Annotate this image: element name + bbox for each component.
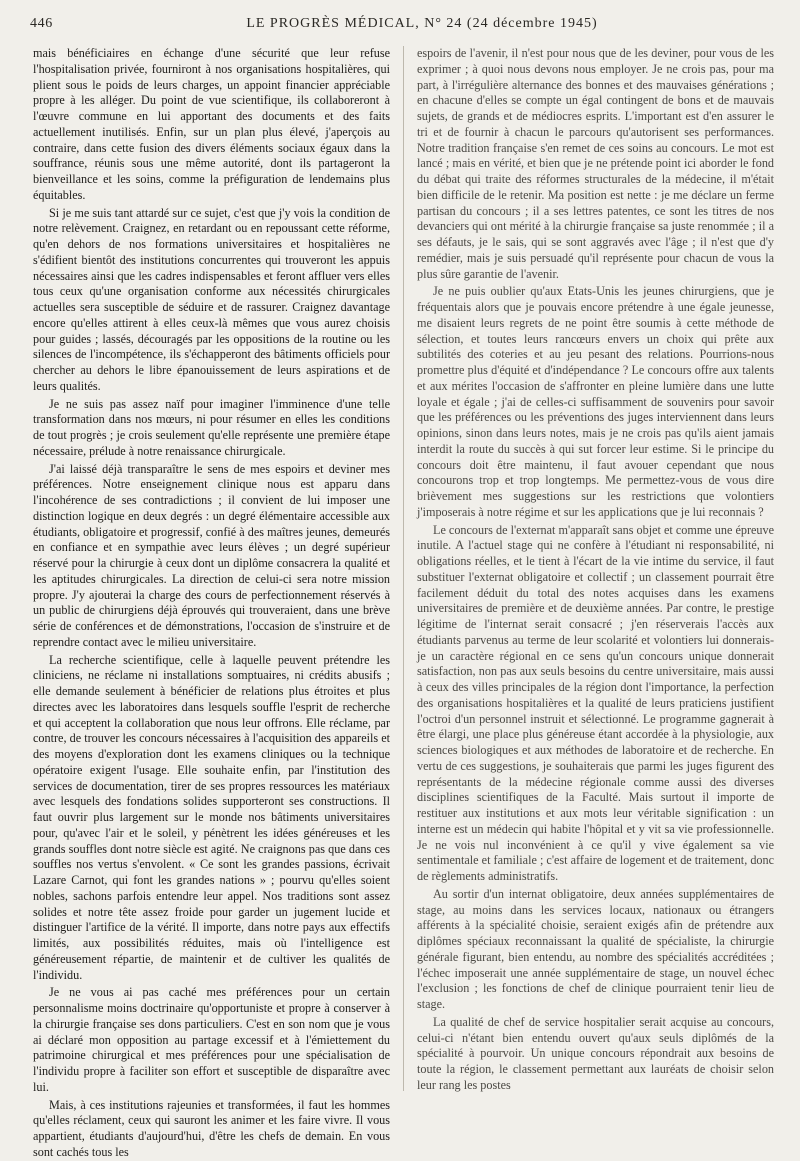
paragraph: Si je me suis tant attardé sur ce sujet, c'est que j'y vois la condition de notre relèvement. Craignez, en retardant ou en repoussant cette réforme, qu'en dehors de nos formations universitaires et hospitalières ne s'édifient bientôt des institutions concurrentes qui trouveront les appuis nécessaires ainsi que les cadres indispensables et feront affluer vers elles tous ceux qu'une organisation conforme aux nécessités chirurgicales actuelles sera susceptible de séduire et de rassurer. Craignez davantage encore qu'elles attirent à elles ceux-là mêmes que vous aurez choisis pour guides ; lassés, découragés par les oppositions de la routine ou les silences de l'incompétence, ils s'échapperont des bâtiments officiels pour chercher au dehors le libre épanouissement de leurs aspirations et de leurs qualités. bbox=[33, 205, 391, 393]
paragraph: Le concours de l'externat m'apparaît sans objet et comme une épreuve inutile. A l'actuel stage qui ne confère à l'étudiant ni responsabilité, ni obligations réelles, et le tient à l'écart de la vie intime du service, il faut substituer l'externat obligatoire et collectif ; un classement pourrait être facilement déduit du total des notes acquises dans les examens universitaires de première et de deuxième années. Par contre, le prestige légitime de l'internat serait consacré ; j'en réserverais l'accès aux étudiants parvenus au terme de leur scolarité et volontiers lui donnerais-je un caractère régional en ce sens qu'un concours unique donnerait satisfaction, non pas aux seuls besoins du centre universitaire, mais aussi à ceux des villes principales de la région dont l'importance, la perfection des organisations hospitalières et la qualité de leurs praticiens justifient l'octroi d'un personnel instruit et sélectionné. Le programme gagnerait à être élargi, une place plus généreuse étant accordée à la physiologie, aux sciences biologiques et aux méthodes de laboratoire et de recherche. En vertu de ces suggestions, je souhaiterais que parmi les juges figurent des représentants de la médecine régionale comme aussi des diverses disciplines scientifiques de la Faculté. Mais surtout il importe de restituer aux institutions et aux mots leur véritable signification : un interne est un médecin qui habite l'hôpital et y vit sa vie professionnelle. Je ne vois nul inconvénient à ce qu'il y vive également sa vie sentimentale et familiale ; c'est affaire de logement et de traitement, donc de règlements administratifs. bbox=[417, 522, 775, 883]
paragraph: La qualité de chef de service hospitalier serait acquise au concours, celui-ci n'étant bien entendu ouvert qu'aux seuls diplômés de la spécialité à pourvoir. Un unique concours répondrait aux besoins de toute la région, le classement permettant aux lauréats de choisir selon leur rang les postes bbox=[417, 1014, 775, 1092]
paragraph: espoirs de l'avenir, il n'est pour nous que de les deviner, pour vous de les exprimer ; à quoi nous devons nous employer. Je ne crois pas, pour ma part, à l'irrégulière alternance des bonnes et des mauvaises générations ; en chacune d'elles se compte un égal contingent de bons et de mauvais sujets, de grands et de médiocres esprits. L'important est d'en assurer le tri et de fournir à chacun le parcours qu'autorisent ses performances. Notre tradition française s'en remet de ces soins au concours. Le mot est lancé ; mais en vérité, et bien que je ne prétende point ici aborder le fond du débat qui traite des réformes structurales de la médecine, il m'était bien difficile de le retenir. Ma position est nette : je me déclare un ferme partisan du concours ; il a ses lettres patentes, ce sont les titres de nos devanciers qui ont mérité à la chirurgie française sa juste renommée ; il a ses défauts, je le sais, qui se sont aggravés avec l'âge ; il n'est que d'y remédier, mais je suis persuadé qu'il représente pour chacun de vous la plus sûre garantie de l'avenir. bbox=[417, 46, 775, 281]
paragraph: Au sortir d'un internat obligatoire, deux années supplémentaires de stage, au moins dans les services locaux, nationaux ou étrangers afférents à la spécialité choisie, seraient exigés afin de prétendre aux diplômes spéciaux reconnaissant la qualité de spécialiste, la chirurgie générale figurant, bien entendu, au nombre des spécialités accréditées ; l'échec imposerait une année supplémentaire de stage, un nouvel échec l'exclusion ; les fonctions de chef de clinique pourraient tenir lieu de stage. bbox=[417, 886, 775, 1011]
paragraph: mais bénéficiaires en échange d'une sécurité que leur refuse l'hospitalisation privée, fourniront à nos organisations hospitalières, qui plient sous le poids de leurs charges, un appoint financier appréciable propre à les alléger. Du point de vue scientifique, ils collaboreront à l'œuvre commune en lui apportant des documents et des faits actuellement inutilisés. Enfin, sur un plan plus élevé, j'aperçois au contraire, dans cette fusion des divers éléments sociaux égaux dans la souffrance, réunis sous une même autorité, dont ils partageront la bienveillance et les soins, comme la préfiguration de lendemains plus équitables. bbox=[33, 46, 391, 202]
paragraph: J'ai laissé déjà transparaître le sens de mes espoirs et deviner mes préférences. Notre enseignement clinique nous est apparu dans l'incohérence de ses contradictions ; il convient de lui imposer une distinction logique en deux degrés : un degré élémentaire accessible aux étudiants, obligatoire et progressif, confié à des maîtres jeunes, demeurés en confiance et en sympathie avec leurs élèves ; un degré supérieur réservé pour la chirurgie à ceux dont un diplôme consacrera la qualité et les aptitudes chirurgicales. La direction de celui-ci sera notre mission propre. J'y ajouterai la charge des cours de perfectionnement réservés à un public de chirurgiens déjà éprouvés qui trouveraient, dans une brève série de conférences et de démonstrations, l'occasion de s'instruire et de reprendre contact avec le milieu universitaire. bbox=[33, 461, 391, 649]
paragraph: Mais, à ces institutions rajeunies et transformées, il faut les hommes qu'elles réclament, ceux qui sauront les animer et les faire vivre. Il vous appartient, étudiants d'aujourd'hui, d'être les chefs de demain. En vous sont cachés tous les bbox=[33, 1097, 391, 1159]
column-divider bbox=[403, 46, 404, 1091]
journal-title: LE PROGRÈS MÉDICAL, N° 24 (24 décembre 1945) bbox=[246, 16, 598, 31]
paragraph: La recherche scientifique, celle à laquelle peuvent prétendre les cliniciens, ne réclame ni installations somptuaires, ni crédits abusifs ; elle demande seulement à bénéficier de relations plus étroites et plus directes avec les laboratoires dans lesquels souffle l'esprit de recherche et qui acceptent la collaboration que nous leur offrons. Elle réclame, par contre, de trouver les concours nécessaires à l'acquisition des appareils et des moyens d'exploration dont les examens cliniques ou la technique opératoire exigent l'usage. Elle souhaite enfin, par l'institution des services de documentation, tirer de ses propres ressources les matériaux avec lesquels des fondations solides supporteront ses constructions. Il faut ouvrir plus largement sur le monde nos bâtiments universitaires pour, qu'avec l'air et le soleil, y pénètrent les idées généreuses et les grands souffles dont notre siècle est agité. Ne craignons pas que dans ces souffles nos vertus s'envolent. « Ce sont les grandes passions, écrivait Lazare Carnot, qui font les grandes nations » ; pourvu qu'elles soient nobles, sachons parfois entendre leur appel. Nos traditions sont assez solides et notre tête assez froide pour garder un jugement lucide et distinguer l'artifice de la vérité. Il importe, dans notre pays aux effectifs limités, aux possibilités réduites, mais où l'intelligence est généreusement répartie, de maintenir et de cultiver les qualités de l'individu. bbox=[33, 652, 391, 982]
paragraph: Je ne suis pas assez naïf pour imaginer l'imminence d'une telle transformation dans nos mœurs, ni pour résumer en elles les conditions de tout progrès ; je crois seulement qu'elle représente une première étape nécessaire, prélude à notre renaissance chirurgicale. bbox=[33, 396, 391, 458]
text-columns bbox=[33, 46, 775, 1159]
left-column bbox=[33, 46, 391, 1159]
paragraph: Je ne vous ai pas caché mes préférences pour un certain personnalisme moins doctrinaire qu'opportuniste et propre à conserver à la chirurgie française ses dons particuliers. C'est en son nom que je vous ai déclaré mon opposition au partage excessif et à l'émiettement du patrimoine chirurgical et mes préférences pour une spécialisation de l'individu propre à faciliter son effort et susceptible de disparaître avec lui. bbox=[33, 985, 391, 1094]
right-column bbox=[417, 46, 774, 1091]
paragraph: Je ne puis oublier qu'aux Etats-Unis les jeunes chirurgiens, que je fréquentais alors que je pouvais encore prétendre à une égale jeunesse, me disaient leurs regrets de ne point être soumis à cette méthode de sélection, et toutes leurs rancœurs envers un choix qui prête aux subtilités des coteries et au jeu pesant des relations. Pourrions-nous promettre plus d'équité et d'indépendance ? Le concours offre aux talents et aux mérites l'occasion de s'affronter en pleine lumière dans une lutte loyale et égale ; j'ai de celles-ci suffisamment de souvenirs pour savoir que les préférences ou les préventions des juges interviennent dans leurs opinions, sinon dans leurs notes, mais je ne crois pas qu'ils aient jamais interdit la route du succès à qui sut forcer leur estime. Si le principe du concours doit être maintenu, il faut avouer cependant que nous concourons trop et trop longtemps. Me permettez-vous de vous dire brièvement mes suggestions sur les restrictions que volontiers j'imposerais à notre régime et sur les applications que je lui reconnais ? bbox=[417, 284, 775, 519]
running-head bbox=[30, 16, 774, 38]
page-number: 446 bbox=[30, 16, 53, 31]
